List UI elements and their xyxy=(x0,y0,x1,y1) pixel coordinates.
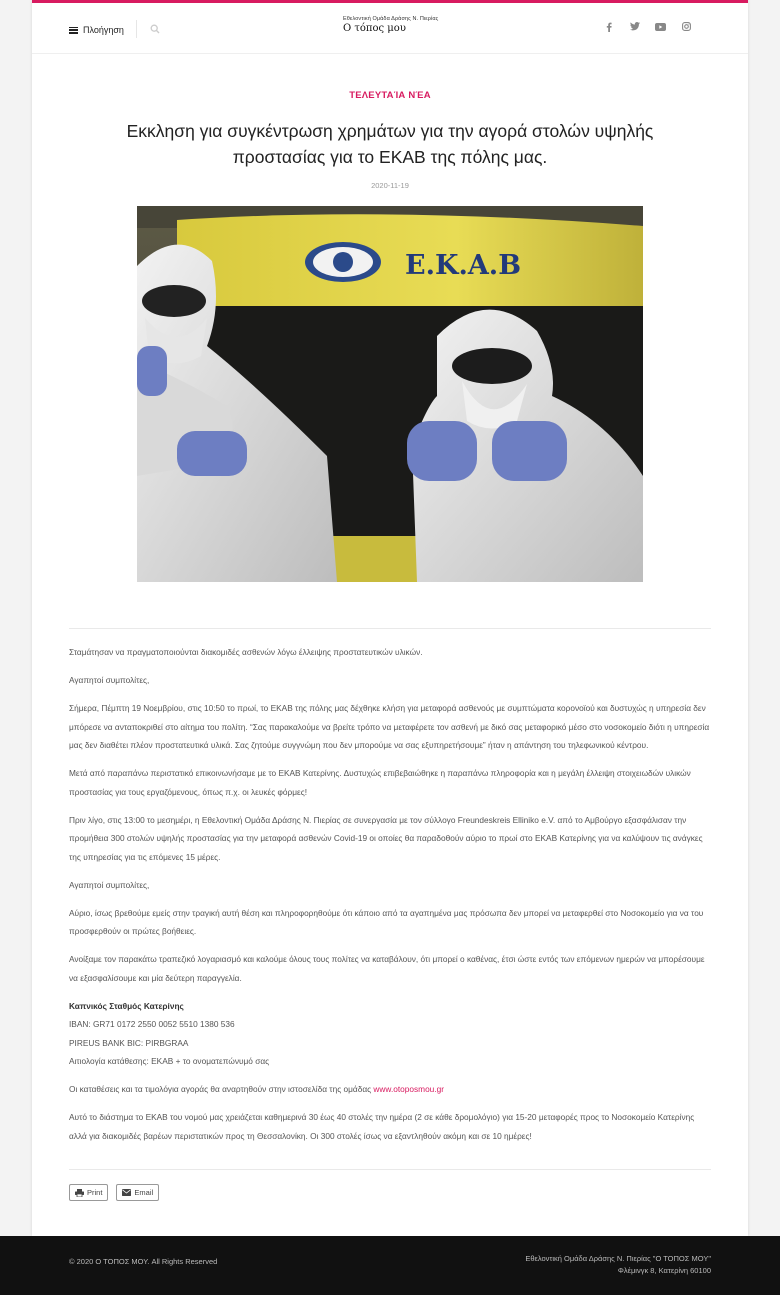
article-paragraph: Αυτό το διάστημα το ΕΚΑΒ του νομού μας χρειάζεται καθημερινά 30 έως 40 στολές την ημέρα (2 σε κάθε δρομολόγιο) για 15-20 μεταφορές προς το Νοσοκομείο Κατερίνης αλλά για διακομιδές βαρέων περιστατικών προς τη Θεσσαλονίκη. Οι 300 στολές ίσως να εξαντληθούν ακόμη και σε 10 ημέρες! xyxy=(69,1112,695,1141)
printer-icon xyxy=(75,1189,84,1197)
menu-icon xyxy=(69,27,78,34)
bank-details xyxy=(69,997,711,1071)
article-date: 2020-11-19 xyxy=(371,181,409,190)
content-divider-top xyxy=(69,628,711,629)
footer-org-name: Εθελοντική Ομάδα Δράσης Ν. Πιερίας "Ο ΤΟΠΟΣ ΜΟΥ" xyxy=(525,1254,711,1263)
website-link[interactable]: www.otoposmou.gr xyxy=(373,1084,444,1094)
header-separator xyxy=(136,20,137,38)
star-of-life-logo xyxy=(305,242,381,282)
bank-bic: PIREUS BANK BIC: PIRBGRAA xyxy=(69,1037,189,1048)
youtube-icon[interactable] xyxy=(655,21,666,32)
logo-tagline: Εθελοντική Ομάδα Δράσης Ν. Πιερίας xyxy=(343,16,439,22)
search-icon[interactable] xyxy=(150,24,160,34)
article-paragraph: Αύριο, ίσως βρεθούμε εμείς στην τραγική αυτή θέση και πληροφορηθούμε ότι κάποιο από τα αγαπημένα μας πρόσωπα δεν μπορεί να μεταφερθεί στο Νοσοκομείο για να του προσφερθούν οι πρώτες βοήθειες. xyxy=(69,907,704,936)
website-note: Οι καταθέσεις και τα τιμολόγια αγοράς θα αναρτηθούν στην ιστοσελίδα της ομάδας xyxy=(69,1084,374,1094)
article-title: Εκκληση για συγκέντρωση χρημάτων για την αγορά στολών υψηλής προστασίας για το ΕΚΑΒ της πόλης μας. xyxy=(126,121,654,167)
logo-title: Ο τόπος μου xyxy=(343,23,406,34)
bank-iban: IBAN: GR71 0172 2550 0052 5510 1380 536 xyxy=(69,1019,235,1029)
article-paragraph: Σταμάτησαν να πραγματοποιούνται διακομιδές ασθενών λόγω έλλειψης προστατευτικών υλικών. xyxy=(69,647,423,657)
twitter-icon[interactable] xyxy=(629,21,640,32)
email-button[interactable] xyxy=(116,1184,159,1201)
article-category[interactable]: ΤΕΛΕΥΤΑΊΑ ΝΈΑ xyxy=(349,90,431,101)
instagram-icon[interactable] xyxy=(681,21,692,32)
print-button[interactable] xyxy=(69,1184,108,1201)
article-body xyxy=(69,643,711,1155)
article-paragraph xyxy=(69,1080,711,1099)
share-buttons xyxy=(69,1184,159,1201)
envelope-icon xyxy=(122,1189,131,1196)
navigation-toggle[interactable] xyxy=(69,23,124,37)
email-label: Email xyxy=(134,1188,154,1197)
article-paragraph: Αγαπητοί συμπολίτες, xyxy=(69,879,150,890)
ambulance-workers-illustration xyxy=(137,206,643,582)
image-sign-text: Ε.Κ.Α.Β xyxy=(405,250,522,281)
site-header xyxy=(32,3,748,54)
deposit-reason: Αιτιολογία κατάθεσης: ΕΚΑΒ + το ονοματεπώνυμό σας xyxy=(69,1056,270,1066)
facebook-icon[interactable] xyxy=(603,21,614,32)
article-paragraph: Πριν λίγο, στις 13:00 το μεσημέρι, η Εθελοντική Ομάδα Δράσης Ν. Πιερίας σε συνεργασία με τον σύλλογο Freundeskreis Elliniko e.V. από το Αμβούργο εξασφάλισαν την προμήθεια 300 στολών υψηλής προστασίας για την μεταφορά ασθενών Covid-19 οι οποίες θα παραδοθούν αύριο το πρωί στο ΕΚΑΒ Κατερίνης για να καλύψουν τις ανάγκες της υπηρεσίας για τις επόμενες 15 μέρες. xyxy=(69,814,703,862)
article-paragraph: Αγαπητοί συμπολίτες, xyxy=(69,675,150,685)
footer-org-address: Φλέμινγκ 8, Κατερίνη 60100 xyxy=(617,1266,711,1275)
site-footer xyxy=(0,1236,780,1295)
footer-organization xyxy=(525,1253,711,1277)
footer-copyright: © 2020 Ο ΤΟΠΟΣ ΜΟΥ. All Rights Reserved xyxy=(69,1257,218,1266)
print-label: Print xyxy=(87,1188,103,1197)
site-logo[interactable] xyxy=(343,16,438,34)
article-paragraph: Μετά από παραπάνω περιστατικό επικοινωνήσαμε με το ΕΚΑΒ Κατερίνης. Δυστυχώς επιβεβαιώθηκε η παραπάνω πληροφορία και η μεγάλη έλλειψη στοιχειωδών υλικών προστασίας για τους εργαζόμενους, όπως π.χ. οι λευκές φόρμες! xyxy=(69,768,691,797)
article-paragraph: Ανοίξαμε τον παρακάτω τραπεζικό λογαριασμό και καλούμε όλους τους πολίτες να καταβάλουν, ότι μπορεί ο καθένας, έτσι ώστε εντός των επόμενων ημερών να μπορέσουμε να εξασφαλίσουμε και μία δεύτερη παραγγελία. xyxy=(69,954,705,983)
content-divider-bottom xyxy=(69,1169,711,1170)
bank-name: Καπνικός Σταθμός Κατερίνης xyxy=(69,1000,184,1011)
social-links xyxy=(603,21,692,32)
navigation-label: Πλοήγηση xyxy=(83,25,124,35)
article-paragraph: Σήμερα, Πέμπτη 19 Νοεμβρίου, στις 10:50 το πρωί, το ΕΚΑΒ της πόλης μας δέχθηκε κλήση για μεταφορά ασθενούς με συμπτώματα κορονοϊού και δυστυχώς η υπηρεσία δεν μπόρεσε να ανταποκριθεί στο αίτημα του πολίτη. “Σας παρακαλούμε να βρείτε τρόπο να μεταφέρετε τον ασθενή με δικό σας μεταφορικό μέσο στο νοσοκομείο διότι η υπηρεσία μας δεν διαθέτει πλέον προστατευτικά υλικά. Σας ζητούμε συγγνώμη που δεν μπορούμε να σας εξυπηρετήσουμε” ήταν η απάντηση του τηλεφωνικού κέντρου. xyxy=(69,703,710,750)
article-hero-image xyxy=(137,206,643,582)
